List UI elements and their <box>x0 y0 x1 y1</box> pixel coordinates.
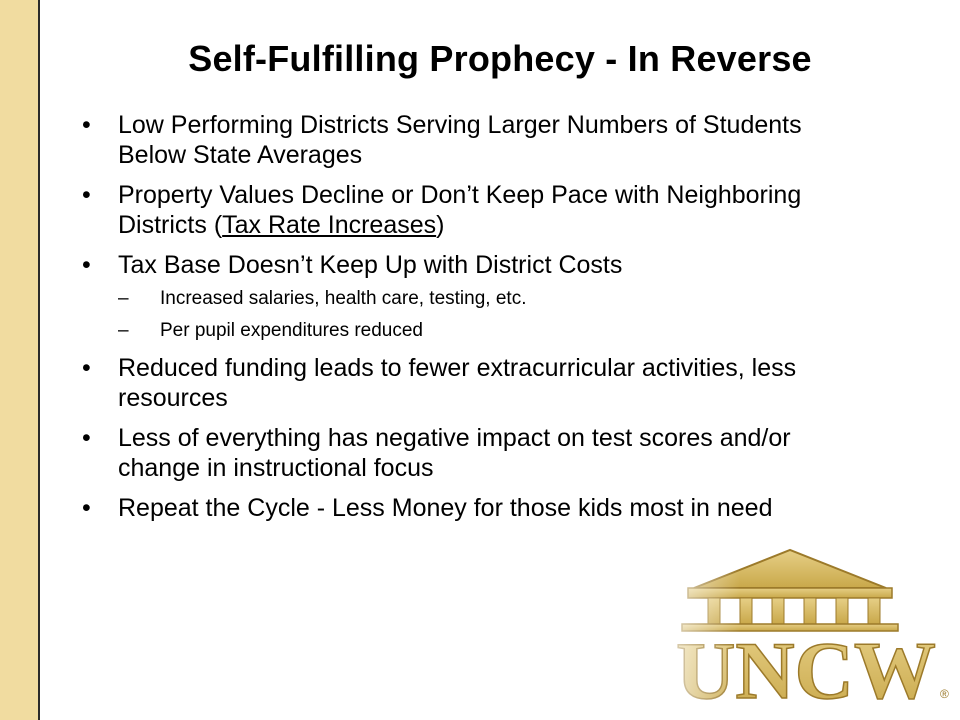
logo-fade-overlay <box>636 548 960 720</box>
bullet-list <box>82 110 872 533</box>
sub-bullet-item <box>118 286 872 311</box>
slide-title: Self-Fulfilling Prophecy - In Reverse <box>188 38 812 79</box>
bullet-text: Tax Base Doesn’t Keep Up with District Costs <box>118 251 623 279</box>
sub-bullet-list <box>118 286 872 343</box>
sub-bullet-text: Per pupil expenditures reduced <box>160 320 424 341</box>
bullet-item <box>82 110 872 170</box>
sub-bullet-text: Increased salaries, health care, testing, etc. <box>160 288 527 309</box>
uncw-logo <box>636 548 960 720</box>
bullet-text: Low Performing Districts Serving Larger Numbers of Students Below State Averages <box>118 111 802 169</box>
bullet-glyph: • <box>82 424 91 452</box>
sub-bullet-glyph: – <box>118 288 129 309</box>
bullet-glyph: • <box>82 181 91 209</box>
sub-bullet-item <box>118 318 872 343</box>
bullet-glyph: • <box>82 354 91 382</box>
bullet-item <box>82 353 872 413</box>
bullet-item <box>82 180 872 240</box>
bullet-text: Repeat the Cycle - Less Money for those kids most in need <box>118 494 773 522</box>
bullet-item <box>82 250 872 343</box>
bullet-text: Less of everything has negative impact on test scores and/or change in instructional focus <box>118 424 791 482</box>
underlined-phrase: Tax Rate Increases <box>222 211 437 239</box>
bullet-glyph: • <box>82 251 91 279</box>
bullet-glyph: • <box>82 111 91 139</box>
bullet-text: Reduced funding leads to fewer extracurricular activities, less resources <box>118 354 797 412</box>
left-accent-stripe <box>0 0 40 720</box>
bullet-text-before: Property Values Decline or Don’t Keep Pace with Neighboring Districts ( <box>118 181 802 239</box>
bullet-text-after: ) <box>436 211 445 239</box>
sub-bullet-glyph: – <box>118 320 129 341</box>
bullet-text <box>118 181 801 239</box>
bullet-glyph: • <box>82 494 91 522</box>
bullet-item <box>82 493 872 523</box>
bullet-item <box>82 423 872 483</box>
